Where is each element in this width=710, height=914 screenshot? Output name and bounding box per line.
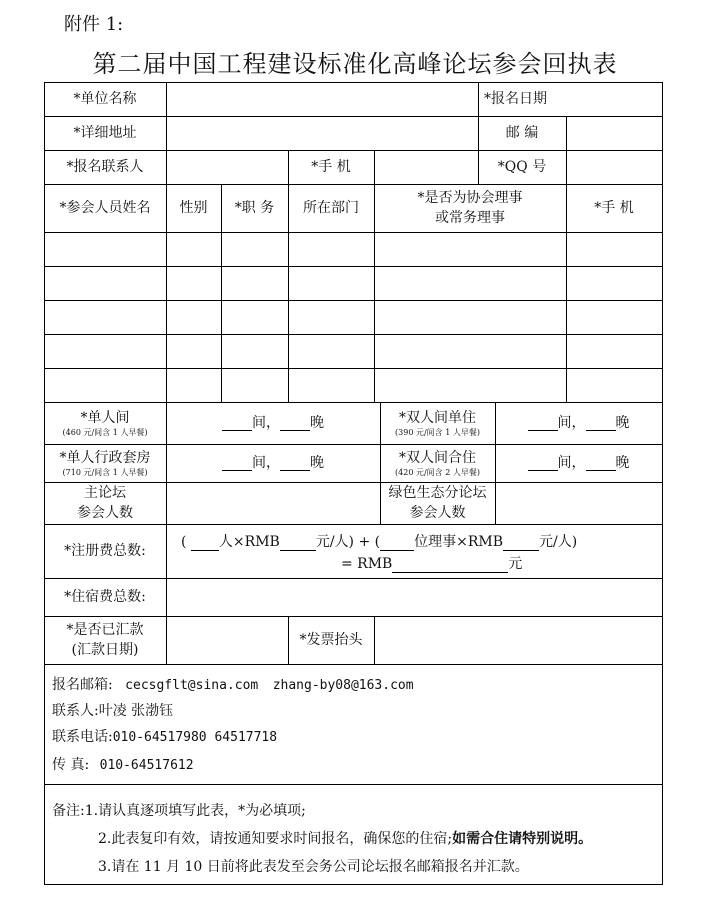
room-unit: 间， [557, 415, 586, 431]
director-header-line1: *是否为协会理事 [417, 190, 523, 206]
participant-name-header: *参会人员姓名 [59, 200, 151, 216]
attachment-label: 附件 1: [64, 14, 124, 35]
note-1 [52, 800, 306, 820]
night-unit: 晚 [615, 415, 630, 431]
unit-name-field[interactable] [167, 83, 478, 116]
formula-yuan: 元 [508, 556, 523, 572]
suite-title: *单人行政套房 [59, 450, 151, 466]
email-line [52, 674, 414, 694]
single-room-title: *单人间 [80, 410, 130, 426]
mobile-field[interactable] [375, 151, 478, 184]
formula-director: 位理事×RMB [414, 534, 504, 550]
room-unit: 间， [252, 415, 280, 431]
suite-label [44, 444, 166, 482]
mobile-label: *手 机 [311, 159, 351, 175]
director-header [374, 184, 566, 232]
reg-fee-label: *注册费总数: [64, 543, 146, 559]
person-names: 叶凌 张渤钰 [98, 703, 174, 719]
room-unit: 间， [557, 455, 586, 471]
invoice-field[interactable] [375, 617, 662, 664]
main-forum-label [44, 482, 166, 524]
phone-line [52, 726, 277, 746]
postcode-field[interactable] [567, 117, 662, 150]
paid-line2: (汇款日期) [71, 642, 139, 658]
paid-field[interactable] [167, 617, 288, 664]
qq-field[interactable] [567, 151, 662, 184]
green-forum-line1: 绿色生态分论坛 [388, 485, 487, 501]
invoice-label: *发票抬头 [299, 632, 363, 648]
single-room-price: (460 元/间含 1 人早餐) [62, 428, 148, 437]
double-shared-title: *双人间合住 [399, 450, 476, 466]
participant-row[interactable] [45, 301, 662, 334]
green-forum-line2: 参会人数 [409, 505, 466, 521]
note-2-text: 2.此表复印有效，请按通知要求时间报名，确保您的住宿; [98, 831, 453, 847]
formula-people: 人×RMB [218, 534, 280, 550]
phone-label: 联系电话: [52, 729, 113, 745]
email-label: 报名邮箱: [52, 677, 113, 693]
double-shared-input[interactable] [495, 444, 662, 482]
gender-header: 性别 [179, 200, 208, 216]
note-2 [98, 828, 592, 848]
suite-price: (710 元/间含 1 人早餐) [62, 468, 148, 477]
room-unit: 间， [252, 455, 280, 471]
green-forum-label [380, 482, 495, 524]
note-3: 3.请在 11 月 10 日前将此表发至会务公司论坛报名邮箱报名并汇款。 [98, 859, 529, 875]
department-header: 所在部门 [303, 200, 359, 216]
paid-label [44, 616, 166, 664]
night-unit: 晚 [310, 415, 324, 431]
reg-fee-formula[interactable] [167, 525, 662, 578]
double-shared-label [380, 444, 495, 482]
reg-date-label: *报名日期 [484, 91, 547, 107]
lodging-fee-label: *住宿费总数: [64, 589, 146, 605]
address-label: *详细地址 [73, 125, 137, 141]
contact-person-line [52, 700, 173, 720]
fax-label: 传 真: [52, 757, 90, 773]
formula-open: ( [181, 534, 187, 550]
double-single-price: (390 元/间含 1 人早餐) [395, 428, 480, 437]
email-link-1[interactable]: cecsgflt@sina.com [125, 678, 259, 693]
phone-numbers: 010-64517980 64517718 [112, 730, 278, 745]
formula-yuan-per: 元/人) + ( [315, 534, 381, 550]
formula-close: 元/人) [539, 534, 578, 550]
contact-field[interactable] [167, 151, 288, 184]
position-header: *职 务 [234, 200, 275, 216]
note-1-text: 1.请认真逐项填写此表，*为必填项; [84, 803, 306, 819]
participant-mobile-header: *手 机 [594, 200, 634, 216]
note-2-bold: 如需合住请特别说明。 [452, 831, 593, 847]
fax-number: 010-64517612 [99, 758, 194, 773]
double-single-title: *双人间单住 [399, 410, 476, 426]
email-link-2[interactable]: zhang-by08@163.com [272, 678, 414, 693]
address-field[interactable] [167, 117, 478, 150]
double-single-input[interactable] [495, 402, 662, 444]
participant-row[interactable] [45, 233, 662, 266]
night-unit: 晚 [310, 455, 324, 471]
main-forum-line1: 主论坛 [84, 485, 126, 501]
main-forum-line2: 参会人数 [77, 505, 133, 521]
single-room-label [44, 402, 166, 444]
lodging-fee-field[interactable] [167, 579, 662, 616]
unit-name-label: *单位名称 [73, 91, 137, 107]
contact-label: *报名联系人 [66, 159, 144, 175]
single-room-input[interactable] [166, 402, 380, 444]
notes-label: 备注: [52, 803, 85, 819]
director-header-line2: 或常务理事 [435, 210, 505, 226]
reg-date-field[interactable] [570, 83, 662, 116]
participant-row[interactable] [45, 369, 662, 402]
participant-row[interactable] [45, 267, 662, 300]
person-label: 联系人: [52, 703, 99, 719]
double-single-label [380, 402, 495, 444]
postcode-label: 邮 编 [505, 125, 539, 141]
qq-label: *QQ 号 [497, 159, 547, 175]
paid-line1: *是否已汇款 [66, 622, 144, 638]
fax-line [52, 754, 194, 774]
suite-input[interactable] [166, 444, 380, 482]
double-shared-price: (420 元/间含 2 人早餐) [395, 468, 480, 477]
participant-row[interactable] [45, 335, 662, 368]
formula-equals: = RMB [341, 556, 393, 572]
main-forum-field[interactable] [167, 483, 380, 524]
green-forum-field[interactable] [496, 483, 662, 524]
form-title: 第二届中国工程建设标准化高峰论坛参会回执表 [92, 50, 618, 78]
night-unit: 晚 [615, 455, 630, 471]
